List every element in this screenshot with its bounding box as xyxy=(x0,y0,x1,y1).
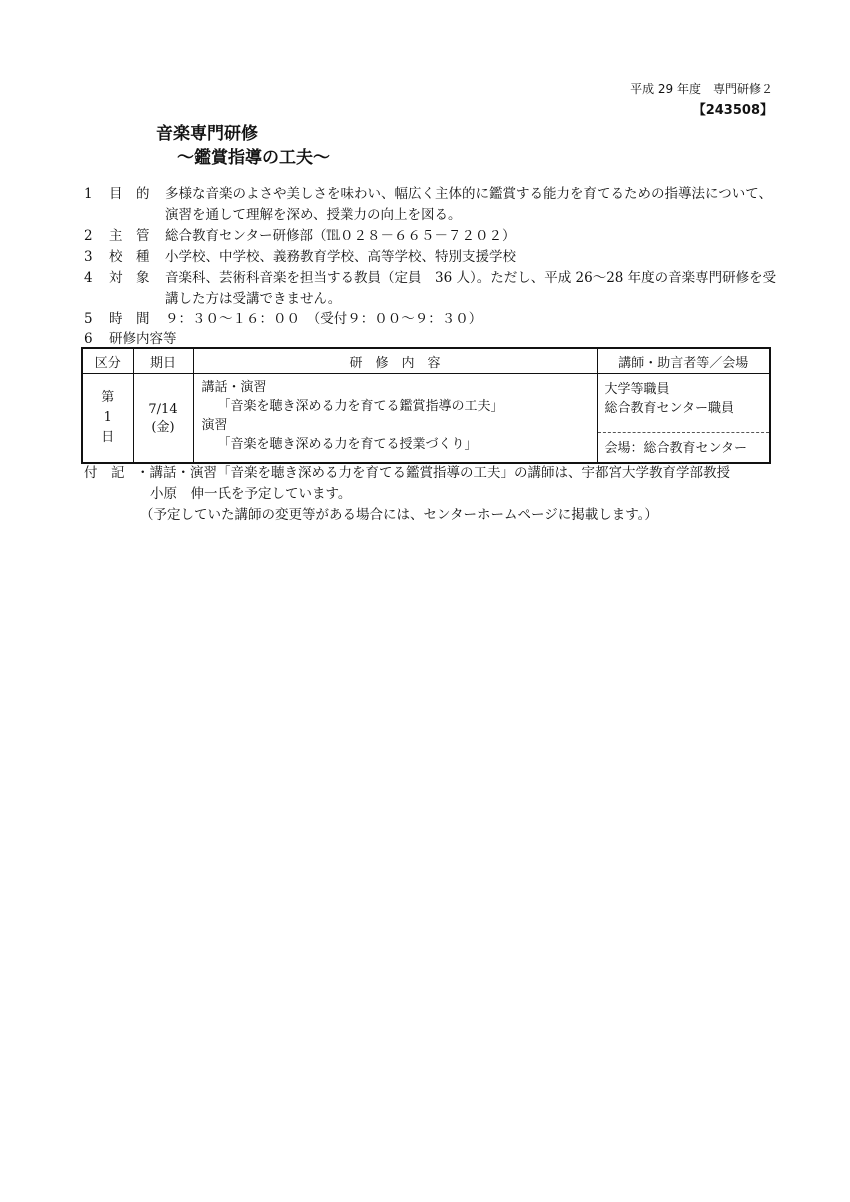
date-cell xyxy=(133,374,193,463)
content-session-type: 講話・演習 xyxy=(201,380,267,395)
item-label: 目 的 xyxy=(109,186,150,202)
note-line: （予定していた講師の変更等がある場合には、センターホームページに掲載します。） xyxy=(140,507,658,523)
item-text-line: 演習を通して理解を深め、授業力の向上を図る。 xyxy=(165,207,462,223)
day-text: 第 xyxy=(101,390,115,405)
item-text-line: 音楽科、芸術科音楽を担当する教員（定員 36 人）。ただし、平成 26～28 年度の音楽専門研修を受 xyxy=(165,270,777,286)
staff-name: 大学等職員 xyxy=(604,382,670,397)
header-year-label: 平成 29 年度 専門研修２ xyxy=(630,82,773,96)
item-text-line: ９：３０～１６：００ （受付９：００～９：３０） xyxy=(165,311,483,327)
item-label: 対 象 xyxy=(109,270,150,286)
table-header-row xyxy=(82,348,770,374)
item-number: 1 xyxy=(84,186,93,202)
header-date: 期日 xyxy=(133,348,193,374)
item-text-line: 総合教育センター研修部（℡０２８－６６５－７２０２） xyxy=(165,228,516,244)
schedule-table xyxy=(81,347,771,464)
venue-text: 会場：総合教育センター xyxy=(604,441,747,456)
staff-list xyxy=(598,374,770,433)
item-text-line: 小学校、中学校、義務教育学校、高等学校、特別支援学校 xyxy=(165,249,516,265)
item-label: 校 種 xyxy=(109,249,150,265)
day-text: 1 xyxy=(103,410,112,425)
item-number: 5 xyxy=(84,311,93,327)
item-text-line: 多様な音楽のよさや美しさを味わい、幅広く主体的に鑑賞する能力を育てるための指導法について、 xyxy=(165,186,772,202)
header-content: 研 修 内 容 xyxy=(193,348,597,374)
content-session-title: 「音楽を聴き深める力を育てる鑑賞指導の工夫」 xyxy=(217,399,504,414)
staff-name: 総合教育センター職員 xyxy=(604,401,734,416)
item-number: 2 xyxy=(84,228,93,244)
item-label: 研修内容等 xyxy=(109,331,177,347)
date-text: 7/14 xyxy=(148,402,178,417)
note-line: ・講話・演習「音楽を聴き深める力を育てる鑑賞指導の工夫」の講師は、宇都宮大学教育学部教授 xyxy=(136,465,730,481)
day-text: 日 xyxy=(101,430,115,445)
weekday-text: (金) xyxy=(151,420,175,435)
item-text-line: 講した方は受講できません。 xyxy=(165,291,342,307)
content-session-title: 「音楽を聴き深める力を育てる授業づくり」 xyxy=(217,437,478,452)
item-label: 時 間 xyxy=(109,311,150,327)
content-session-type: 演習 xyxy=(201,418,228,433)
item-label: 主 管 xyxy=(109,228,150,244)
content-cell xyxy=(193,374,597,463)
header-division: 区分 xyxy=(82,348,133,374)
item-number: 3 xyxy=(84,249,93,265)
day-cell xyxy=(82,374,133,463)
note-line: 小原 伸一氏を予定しています。 xyxy=(150,486,352,502)
note-label: 付 記 xyxy=(84,465,125,481)
header-staff-venue: 講師・助言者等／会場 xyxy=(597,348,770,374)
header-course-code: 【243508】 xyxy=(692,103,773,118)
staff-cell xyxy=(597,374,770,463)
item-number: 4 xyxy=(84,270,93,286)
page-subtitle: ～鑑賞指導の工夫～ xyxy=(177,148,330,168)
item-number: 6 xyxy=(84,331,93,347)
page-title: 音楽専門研修 xyxy=(156,124,258,144)
table-row xyxy=(82,374,770,463)
